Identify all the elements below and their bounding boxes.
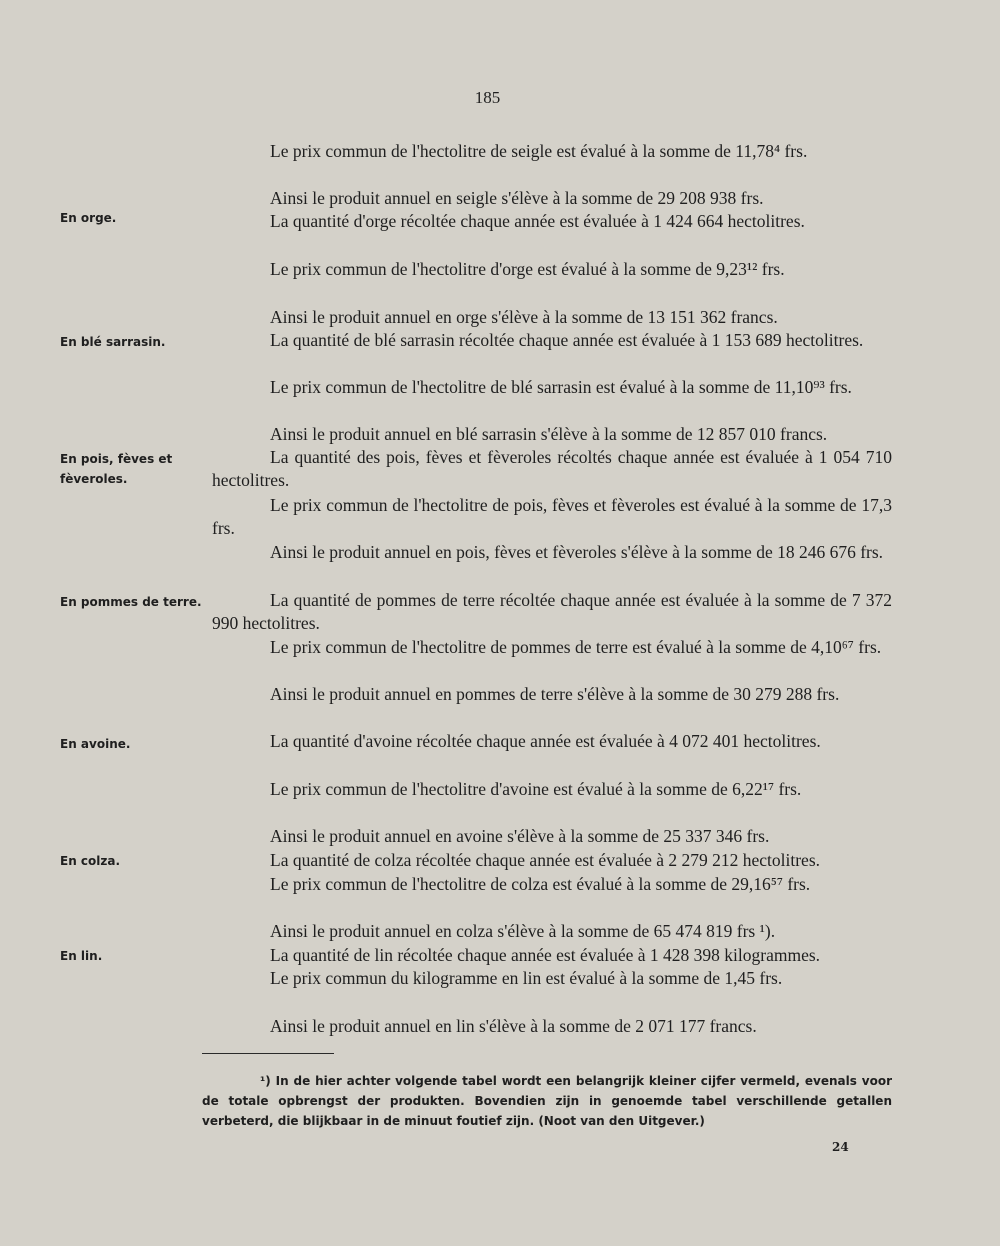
paragraph: Ainsi le produit annuel en lin s'élève à la somme de 2 071 177 francs.	[270, 1016, 757, 1036]
margin-label-colza: En colza.	[60, 854, 121, 868]
paragraph: Ainsi le produit annuel en seigle s'élève à la somme de 29 208 938 frs.	[270, 188, 764, 208]
margin-label-ble-sarrasin: En blé sarrasin.	[60, 335, 166, 349]
paragraph: Le prix commun de l'hectolitre de blé sarrasin est évalué à la somme de 11,10⁹³ frs.	[270, 377, 852, 397]
paragraph: La quantité de lin récoltée chaque année est évaluée à 1 428 398 kilogrammes.	[270, 945, 821, 965]
paragraph: Le prix commun de l'hectolitre de seigle est évalué à la somme de 11,78⁴ frs.	[270, 141, 808, 161]
paragraph: Ainsi le produit annuel en blé sarrasin s'élève à la somme de 12 857 010 francs.	[270, 424, 828, 444]
paragraph: Le prix commun de l'hectolitre de colza est évalué à la somme de 29,16⁵⁷ frs.	[270, 874, 811, 894]
paragraph: Ainsi le produit annuel en orge s'élève à la somme de 13 151 362 francs.	[270, 307, 778, 327]
paragraph: Le prix commun de l'hectolitre de pommes de terre est évalué à la somme de 4,10⁶⁷ frs.	[270, 637, 882, 657]
margin-label-orge: En orge.	[60, 211, 117, 225]
signature-mark: 24	[832, 1140, 849, 1154]
paragraph: Ainsi le produit annuel en avoine s'élève à la somme de 25 337 346 frs.	[270, 826, 770, 846]
margin-label-pois: En pois, fèves et fèveroles.	[60, 452, 173, 486]
paragraph: Ainsi le produit annuel en pois, fèves et fèveroles s'élève à la somme de 18 246 676 frs.	[270, 542, 884, 562]
paragraph: La quantité de blé sarrasin récoltée chaque année est évaluée à 1 153 689 hectolitres.	[270, 330, 864, 350]
margin-label-lin: En lin.	[60, 949, 103, 963]
margin-label-pommes-de-terre: En pommes de terre.	[60, 595, 202, 609]
paragraph: La quantité d'orge récoltée chaque année est évaluée à 1 424 664 hectolitres.	[270, 211, 805, 231]
page-number: 185	[474, 88, 501, 107]
margin-label-avoine: En avoine.	[60, 737, 131, 751]
paragraph: Ainsi le produit annuel en colza s'élève à la somme de 65 474 819 frs ¹).	[270, 921, 776, 941]
paragraph: La quantité des pois, fèves et fèveroles récoltés chaque année est évaluée à 1 054 710 hectolitres.	[212, 447, 892, 491]
footnote: ¹) In de hier achter volgende tabel wordt een belangrijk kleiner cijfer vermeld, evenals voor de totale opbrengst der produkten. Bovendien zijn in genoemde tabel verschillende getallen verbeterd, die blijkbaar in de minuut foutief zijn. (Noot van den Uitgever.)	[202, 1074, 892, 1128]
paragraph: La quantité de colza récoltée chaque année est évaluée à 2 279 212 hectolitres.	[270, 850, 821, 870]
paragraph: Ainsi le produit annuel en pommes de terre s'élève à la somme de 30 279 288 frs.	[270, 684, 840, 704]
paragraph: La quantité de pommes de terre récoltée chaque année est évaluée à la somme de 7 372 990 hectolitres.	[212, 590, 892, 634]
footnote-rule	[202, 1053, 334, 1054]
paragraph: Le prix commun de l'hectolitre de pois, fèves et fèveroles est évalué à la somme de 17,3 frs.	[212, 495, 892, 539]
paragraph: Le prix commun du kilogramme en lin est évalué à la somme de 1,45 frs.	[270, 968, 783, 988]
paragraph: Le prix commun de l'hectolitre d'avoine est évalué à la somme de 6,22¹⁷ frs.	[270, 779, 802, 799]
paragraph: Le prix commun de l'hectolitre d'orge est évalué à la somme de 9,23¹² frs.	[270, 259, 785, 279]
paragraph: La quantité d'avoine récoltée chaque année est évaluée à 4 072 401 hectolitres.	[270, 731, 821, 751]
